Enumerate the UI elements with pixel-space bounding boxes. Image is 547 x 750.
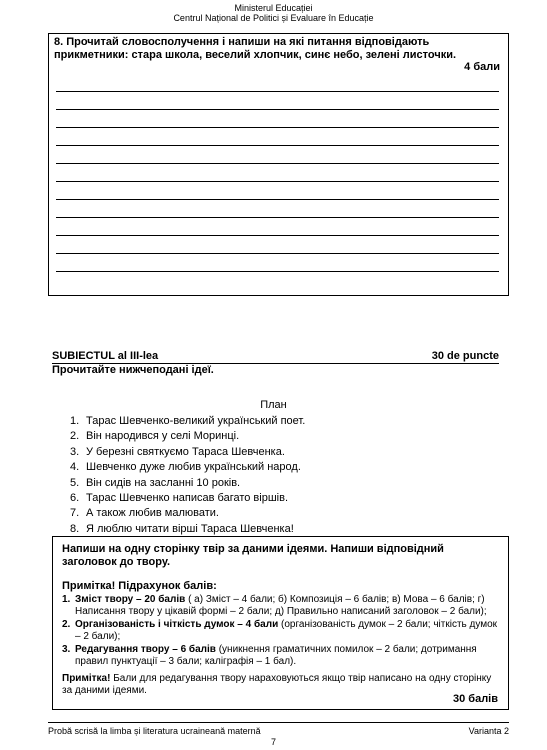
essay-task-box: [52, 536, 509, 710]
subject-heading: [52, 350, 499, 364]
criterion-number: 2.: [62, 619, 71, 630]
question-8-text: 8. Прочитай словосполучення і напиши на які питання відповідають прикметники: стара школа, веселий хлопчик, синє небо, зелені листочки.: [54, 36, 457, 61]
plan-item: [70, 429, 305, 444]
essay-instruction: Напиши на одну сторінку твір за даними ідеями. Напиши відповідний заголовок до твору.: [62, 543, 444, 568]
plan-item-text: Я люблю читати вірші Тараса Шевченка!: [86, 522, 294, 535]
subject-instruction: Прочитайте нижчеподані ідеї.: [52, 364, 214, 376]
plan-item-text: Він народився у селі Моринці.: [86, 430, 240, 443]
plan-item-number: 1.: [70, 415, 80, 427]
plan-item: [70, 460, 305, 475]
criterion-detail: (уникнення граматичних помилок – 2 бали; дотримання правил пунктуації – 3 бали; каліграфія – 1 бал).: [75, 644, 477, 667]
answer-line: [56, 199, 499, 200]
editing-note-head: Примітка!: [62, 673, 111, 684]
plan-item: [70, 476, 305, 491]
page-number: 7: [270, 737, 276, 747]
editing-note-text: Бали для редагування твору нараховуються якщо твір написано на одну сторінку за даними ідеями.: [62, 673, 492, 696]
criterion-number: 1.: [62, 594, 71, 605]
criterion-heading: Організованість і чіткість думок – 4 бали: [75, 619, 279, 630]
answer-line: [56, 253, 499, 254]
answer-line: [56, 163, 499, 164]
criterion-heading: Зміст твору – 20 балів: [75, 594, 186, 605]
plan-item: [70, 491, 305, 506]
criterion-number: 3.: [62, 644, 71, 655]
page-footer: [48, 722, 509, 737]
answer-line: [56, 109, 499, 110]
answer-line: [56, 145, 499, 146]
plan-item-text: Він сидів на засланні 10 років.: [86, 476, 241, 489]
plan-item-text: Тарас Шевченко написав багато віршів.: [86, 491, 289, 504]
header-center: Centrul Național de Politici și Evaluare în Educație: [173, 13, 374, 23]
header-ministry: Ministerul Educației: [234, 3, 313, 13]
footer-exam-title: Probă scrisă la limba și literatura ucraineană maternă: [48, 726, 261, 736]
plan-title: План: [260, 399, 287, 411]
footer-variant: Varianta 2: [468, 726, 509, 736]
subject-points: 30 de puncte: [431, 350, 499, 362]
criterion-detail: (організованість думок – 2 бали; чіткість думок – 2 бали);: [75, 619, 498, 642]
plan-item-number: 6.: [70, 491, 80, 504]
criterion-detail: ( а) Зміст – 4 бали; б) Композиція – 6 балів; в) Мова – 6 балів; г) Написання твору у цікавій формі – 2 бали; д) Правильно написаний заголовок – 2 бали);: [75, 594, 487, 617]
answer-line: [56, 91, 499, 92]
plan-item: [70, 414, 305, 429]
plan-item-number: 8.: [70, 522, 80, 535]
answer-line: [56, 235, 499, 236]
plan-item: [70, 506, 305, 521]
plan-item-text: Шевченко дуже любив український народ.: [86, 461, 301, 474]
criterion-heading: Редагування твору – 6 балів: [75, 644, 216, 655]
plan-item-text: Тарас Шевченко-великий український поет.: [86, 415, 306, 427]
plan-item: [70, 445, 305, 460]
plan-item-number: 4.: [70, 461, 80, 474]
plan-item: [70, 522, 305, 537]
plan-item-number: 7.: [70, 507, 80, 520]
plan-item-text: А також любив малювати.: [86, 507, 219, 520]
plan-item-number: 2.: [70, 430, 80, 443]
criterion-1: [62, 594, 502, 618]
plan-item-text: У березні святкуємо Тараса Шевченка.: [86, 445, 285, 458]
criterion-2: [62, 619, 502, 643]
essay-points: 30 балів: [452, 693, 498, 705]
criterion-3: [62, 644, 502, 668]
scoring-note-title: Примітка! Підрахунок балів:: [62, 580, 217, 592]
answer-line: [56, 217, 499, 218]
plan-item-number: 3.: [70, 445, 80, 458]
subject-title: SUBIECTUL al III-lea: [52, 350, 159, 362]
plan-item-number: 5.: [70, 476, 80, 489]
plan-list: [70, 414, 305, 537]
editing-note: [62, 673, 500, 697]
question-8-points: 4 бали: [464, 61, 500, 73]
answer-line: [56, 181, 499, 182]
answer-line: [56, 127, 499, 128]
answer-line: [56, 271, 499, 272]
question-8-box: [48, 33, 509, 296]
